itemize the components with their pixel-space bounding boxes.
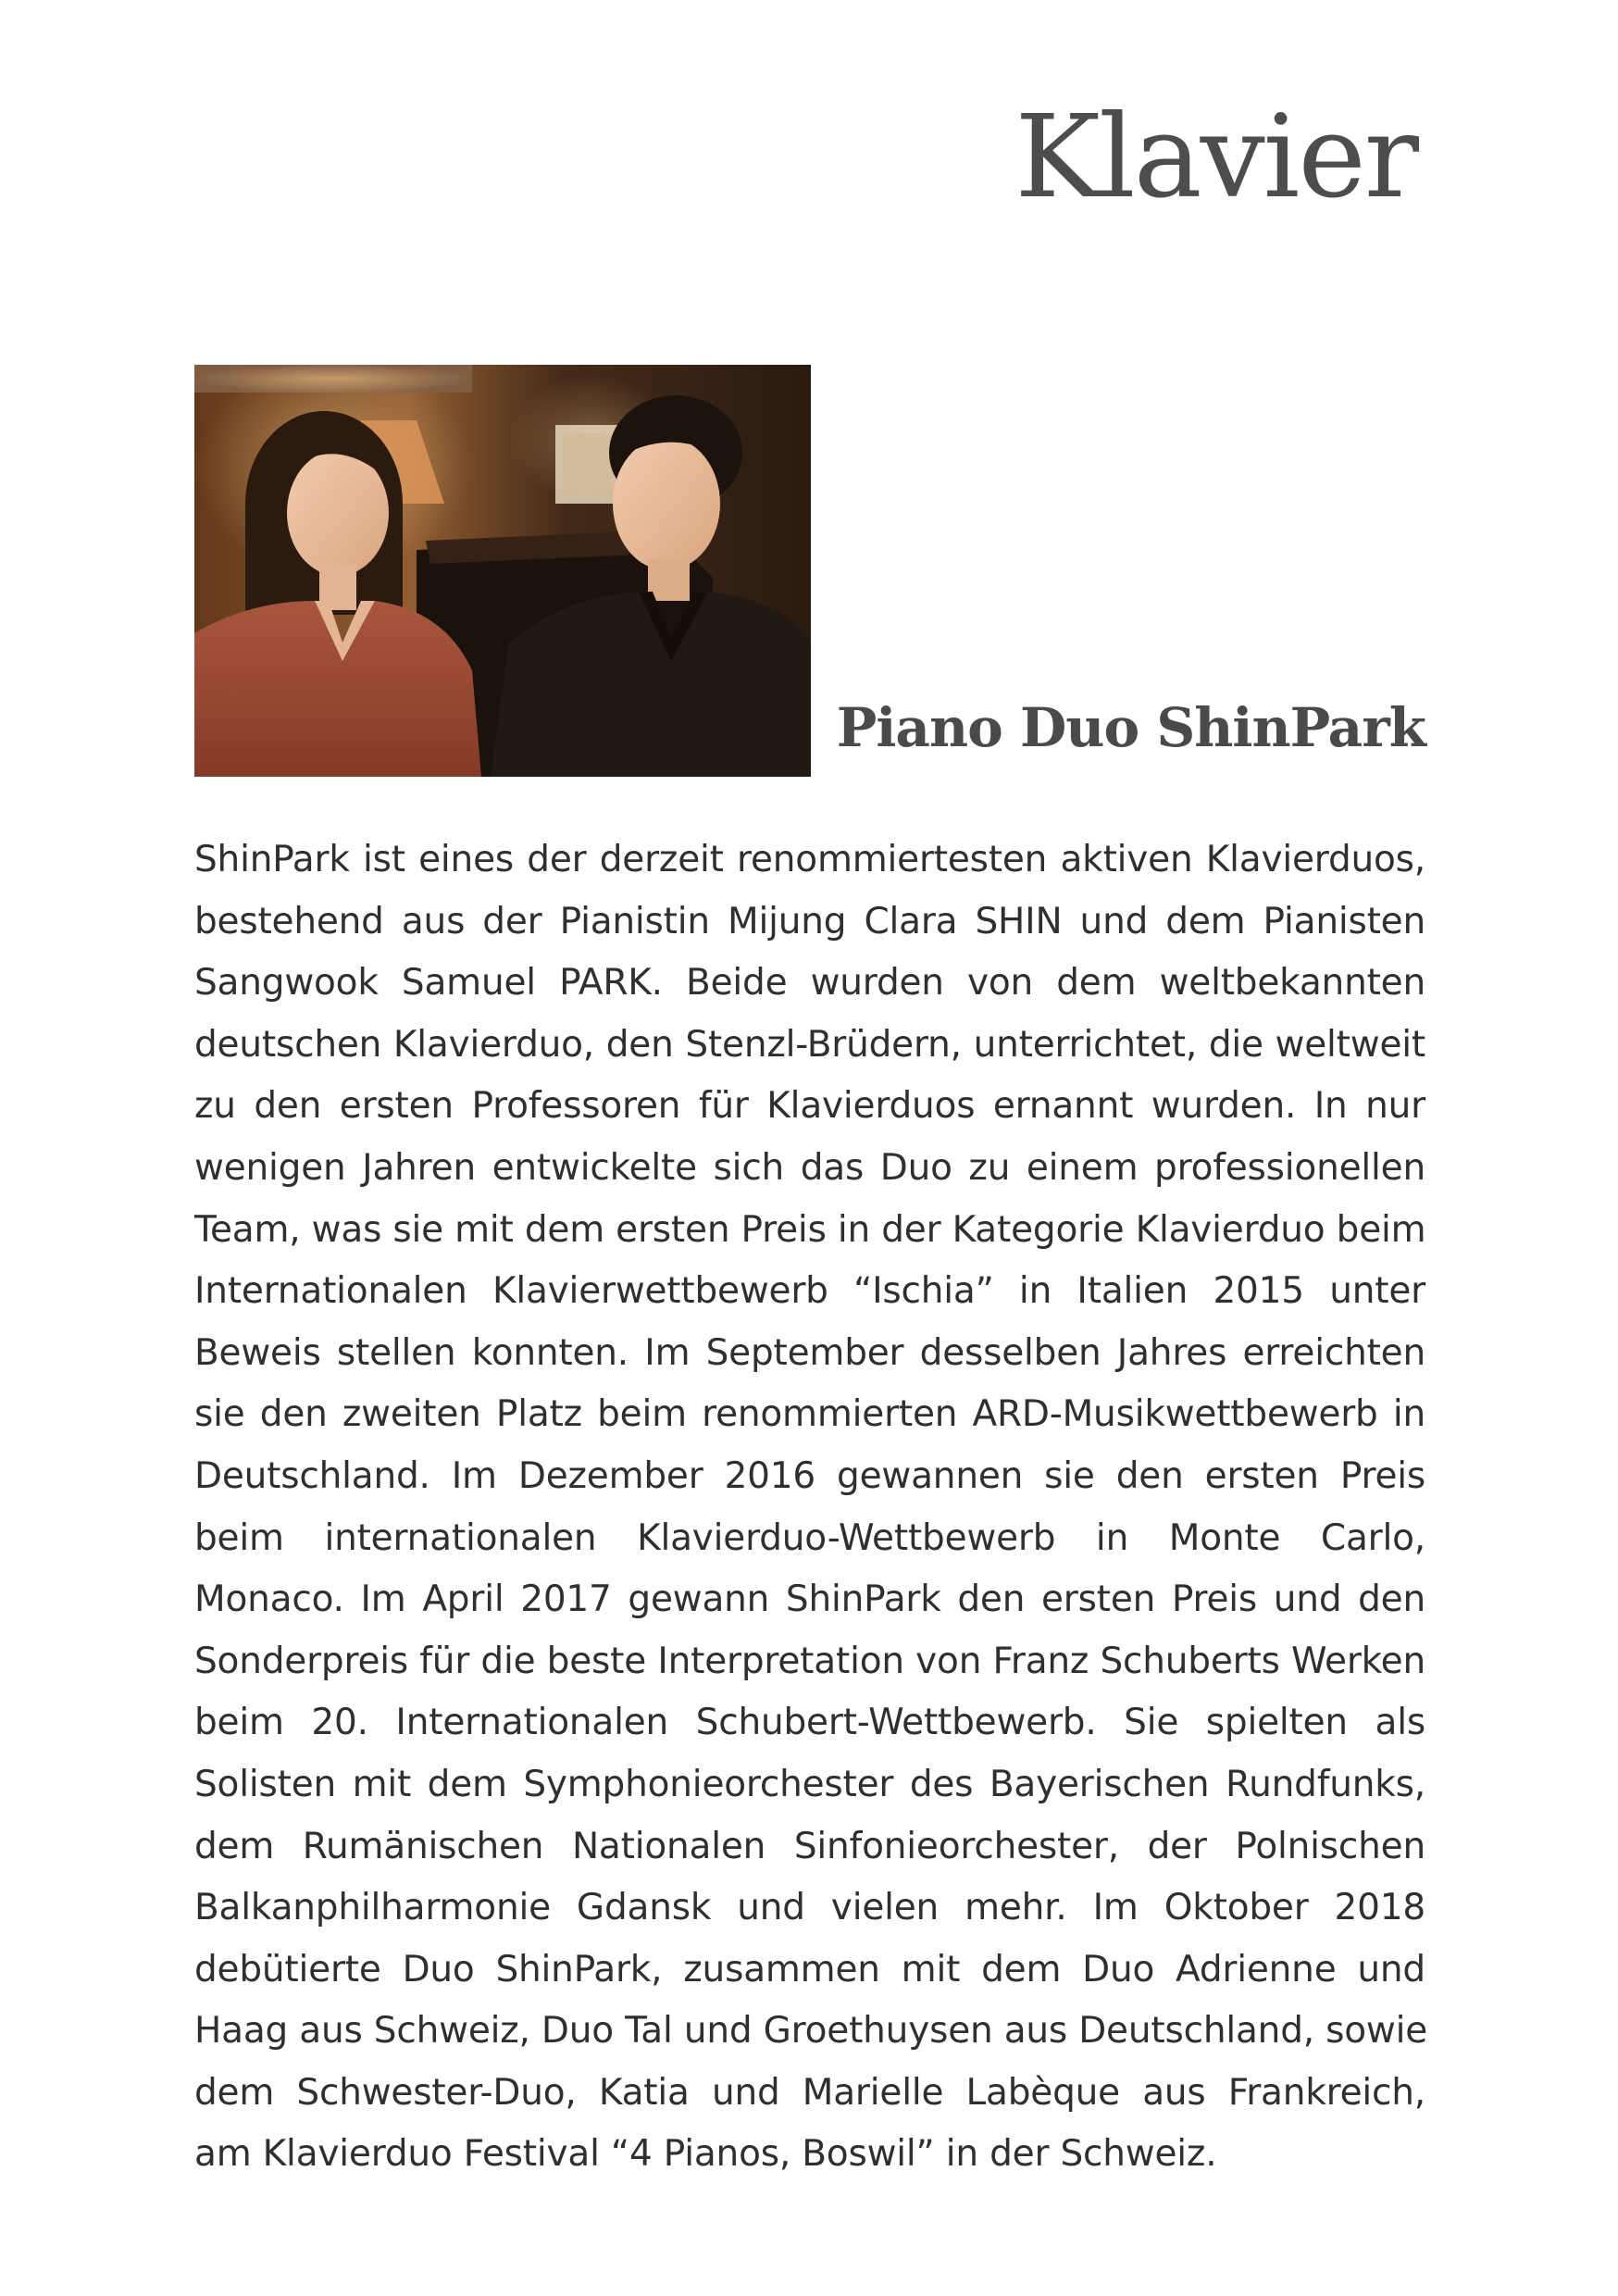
bio-line: sie den zweiten Platz beim renommierten ARD-Musikwettbewerb in [194, 1393, 1425, 1436]
bio-line: Solisten mit dem Symphonieorchester des Bayerischen Rundfunks, [194, 1763, 1425, 1805]
bio-line: Sangwook Samuel PARK. Beide wurden von dem weltbekannten [194, 962, 1425, 1004]
bio-line: Team, was sie mit dem ersten Preis in der Kategorie Klavierduo beim [194, 1208, 1426, 1251]
bio-line: Deutschland. Im Dezember 2016 gewannen sie den ersten Preis [194, 1454, 1425, 1497]
bio-line: beim 20. Internationalen Schubert-Wettbewerb. Sie spielten als [194, 1702, 1425, 1744]
bio-line: beim internationalen Klavierduo-Wettbewerb in Monte Carlo, [194, 1516, 1425, 1559]
bio-line: am Klavierduo Festival “4 Pianos, Boswil” in der Schweiz. [194, 2133, 1217, 2176]
bio-line: Balkanphilharmonie Gdansk und vielen mehr. Im Oktober 2018 [194, 1887, 1425, 1929]
bio-line: ShinPark ist eines der derzeit renommiertesten aktiven Klavierduos, [194, 839, 1425, 880]
bio-line: bestehend aus der Pianistin Mijung Clara SHIN und dem Pianisten [194, 900, 1425, 942]
bio-line: dem Rumänischen Nationalen Sinfonieorchester, der Polnischen [194, 1825, 1425, 1867]
duo-photo [194, 365, 811, 777]
bio-line: wenigen Jahren entwickelte sich das Duo zu einem professionellen [194, 1146, 1425, 1189]
bio-line: Sonderpreis für die beste Interpretation von Franz Schuberts Werken [194, 1640, 1425, 1682]
bio-line: Haag aus Schweiz, Duo Tal und Groethuysen aus Deutschland, sowie [194, 2010, 1428, 2053]
section-subtitle: Piano Duo ShinPark [836, 696, 1425, 759]
bio-paragraph [194, 830, 1428, 2186]
bio-line: zu den ersten Professoren für Klavierduos ernannt wurden. In nur [194, 1085, 1425, 1128]
bio-line: Internationalen Klavierwettbewerb “Ischia” in Italien 2015 unter [194, 1270, 1425, 1313]
page-title: Klavier [1014, 91, 1417, 224]
duo-photo-illustration [194, 365, 811, 777]
bio-line: Beweis stellen konnten. Im September desselben Jahres erreichten [194, 1331, 1425, 1374]
bio-line: deutschen Klavierduo, den Stenzl-Brüdern, unterrichtet, die weltweit [194, 1023, 1425, 1066]
bio-line: Monaco. Im April 2017 gewann ShinPark den ersten Preis und den [194, 1578, 1425, 1621]
bio-line: dem Schwester-Duo, Katia und Marielle Labèque aus Frankreich, [194, 2071, 1425, 2114]
bio-line: debütierte Duo ShinPark, zusammen mit dem Duo Adrienne und [194, 1948, 1425, 1990]
